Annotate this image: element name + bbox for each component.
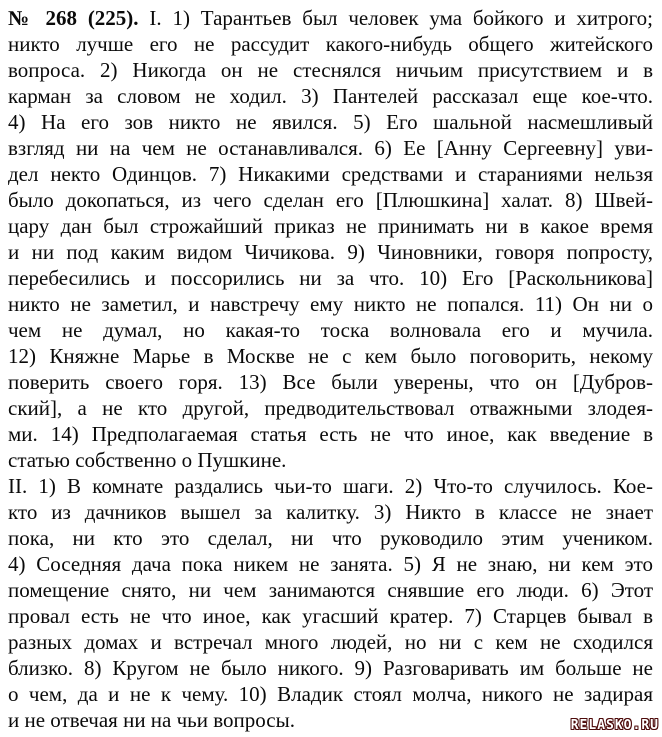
text-line: кто из дачников вышел за калитку. 3) Никто в классе не знает [8,500,653,524]
text-line: 12) Княжне Марье в Москве не с кем было поговорить, некому [8,344,653,368]
text-line: ми. 14) Предполагаемая статья есть не что иное, как введение в [8,422,653,446]
text-line: дел некто Одинцов. 7) Никакими средствами и стараниями нельзя [8,162,653,186]
text-line: помещение снято, ни чем занимаются снявшие его люди. 6) Этот [8,578,653,602]
text-line: пока, ни кто это сделал, ни что руководило этим учеником. [8,526,653,550]
text-line: ский], а не кто другой, предводительствовал отважными злодея- [8,396,653,420]
text-line [8,5,653,31]
text-line: II. 1) В комнате раздались чьи-то шаги. 2) Что-то случилось. Кое- [8,474,653,498]
text-line: и ни под каким видом Чичикова. 9) Чиновники, говоря попросту, [8,240,653,264]
text-line: статью собственно о Пушкине. [8,448,287,472]
text-line: взгляд ни на чем не останавливался. 6) Ее [Анну Сергеевну] уви- [8,136,653,160]
text-line: цару дан был строжайший приказ не принимать ни в какое время [8,214,653,238]
text-line: 4) Соседняя дача пока никем не занята. 5) Я не знаю, ни кем это [8,552,653,576]
text-line: чем не думал, но какая-то тоска волновала его и мучила. [8,318,653,342]
text-line: о чем, да и не к чему. 10) Владик стоял молча, никого не задирая [8,682,653,706]
text-line: близко. 8) Кругом не было никого. 9) Разговаривать им больше не [8,656,653,680]
text-line: было докопаться, из чего сделан его [Плюшкина] халат. 8) Швей- [8,188,653,212]
relasko-watermark-logo: RELASKO.RU [570,718,659,733]
text-line: и не отвечая ни на чьи вопросы. [8,708,295,732]
text-line: перебесились и поссорились ни за что. 10) Его [Раскольникова] [8,266,653,290]
exercise-number: № 268 (225). [8,6,139,30]
text-line: разных домах и встречал много людей, но ни с кем не сходился [8,630,653,654]
text-line: никто лучше его не рассудит какого-нибудь общего житейского [8,32,653,56]
text-line: вопроса. 2) Никогда он не стеснялся ничьим присутствием и в [8,58,653,82]
text-line: 4) На его зов никто не явился. 5) Его шальной насмешливый [8,110,653,134]
text-line: никто не заметил, и навстречу ему никто не попался. 11) Он ни о [8,292,653,316]
text-line: поверить своего горя. 13) Все были уверены, что он [Дубров- [8,370,653,394]
part1-intro-text: I. 1) Тарантьев был человек ума бойкого и хитрого; [138,6,653,30]
text-line: провал есть не что иное, как угасший кратер. 7) Старцев бывал в [8,604,653,628]
text-line: карман за словом не ходил. 3) Пантелей рассказал еще кое-что. [8,84,653,108]
